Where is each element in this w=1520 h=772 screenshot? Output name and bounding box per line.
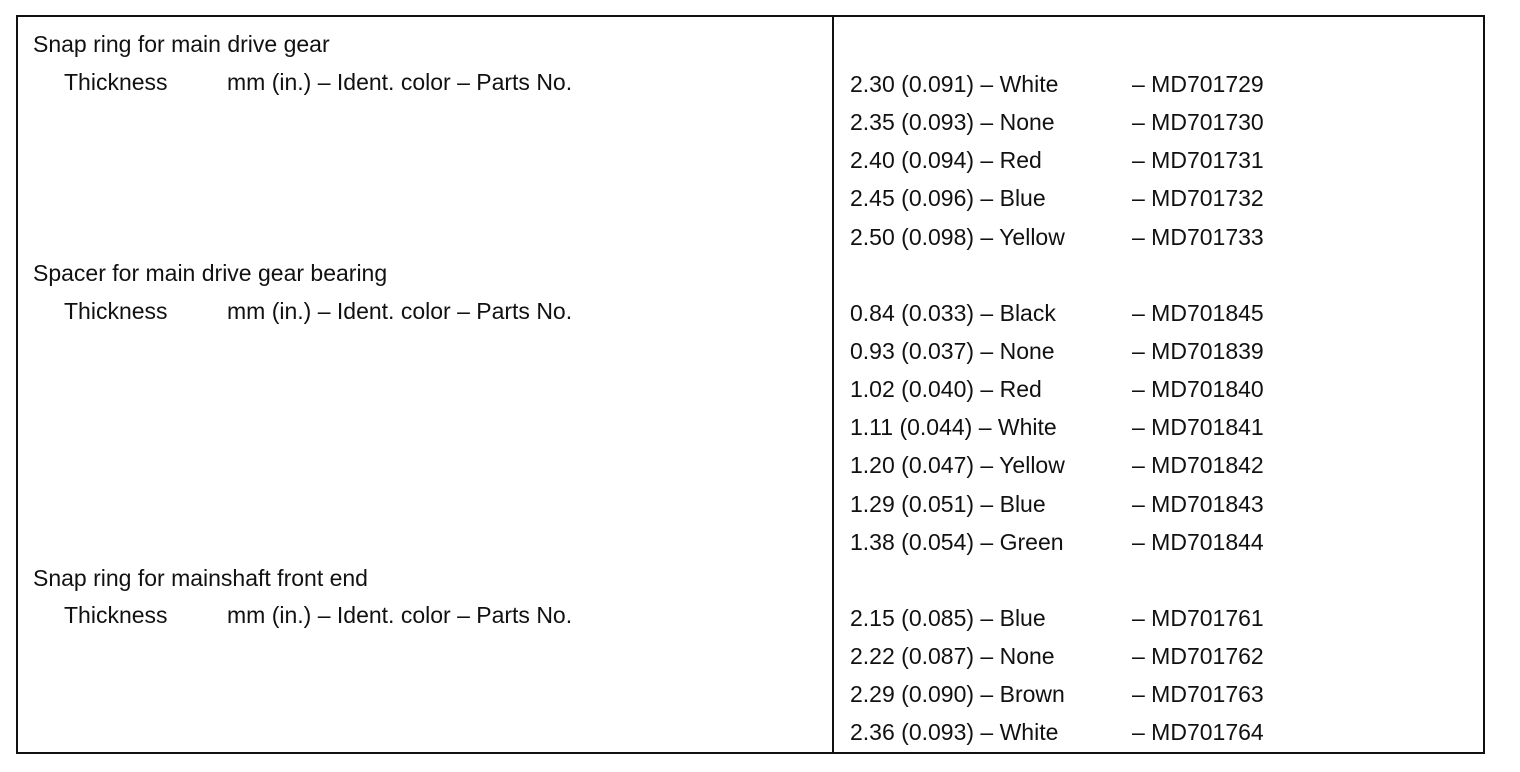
part-number: – MD701844 bbox=[1132, 529, 1264, 555]
part-number: – MD701843 bbox=[1132, 491, 1264, 517]
part-number: – MD701730 bbox=[1132, 109, 1264, 135]
spec-value: 1.11 (0.044) – White bbox=[850, 414, 1057, 440]
units-label: mm (in.) – Ident. color – Parts No. bbox=[227, 602, 573, 628]
thickness-label: Thickness bbox=[64, 69, 168, 95]
thickness-label: Thickness bbox=[64, 602, 168, 628]
spec-value: 2.40 (0.094) – Red bbox=[850, 147, 1042, 173]
part-number: – MD701764 bbox=[1132, 719, 1264, 745]
spec-value: 2.50 (0.098) – Yellow bbox=[850, 224, 1065, 250]
spec-value: 2.29 (0.090) – Brown bbox=[850, 681, 1065, 707]
part-number: – MD701839 bbox=[1132, 338, 1264, 364]
part-number: – MD701842 bbox=[1132, 452, 1264, 478]
spec-value: 1.29 (0.051) – Blue bbox=[850, 491, 1046, 517]
part-number: – MD701733 bbox=[1132, 224, 1264, 250]
spec-value: 1.20 (0.047) – Yellow bbox=[850, 452, 1065, 478]
spec-value: 0.93 (0.037) – None bbox=[850, 338, 1055, 364]
section-title: Snap ring for main drive gear bbox=[33, 31, 330, 57]
column-divider bbox=[832, 15, 834, 754]
part-number: – MD701841 bbox=[1132, 414, 1264, 440]
spec-value: 0.84 (0.033) – Black bbox=[850, 300, 1056, 326]
section-title: Spacer for main drive gear bearing bbox=[33, 260, 388, 286]
spec-value: 1.02 (0.040) – Red bbox=[850, 376, 1042, 402]
spec-value: 2.30 (0.091) – White bbox=[850, 71, 1059, 97]
thickness-label: Thickness bbox=[64, 298, 168, 324]
part-number: – MD701845 bbox=[1132, 300, 1264, 326]
spec-value: 2.15 (0.085) – Blue bbox=[850, 605, 1046, 631]
part-number: – MD701732 bbox=[1132, 185, 1264, 211]
part-number: – MD701762 bbox=[1132, 643, 1264, 669]
part-number: – MD701729 bbox=[1132, 71, 1264, 97]
units-label: mm (in.) – Ident. color – Parts No. bbox=[227, 69, 573, 95]
table-border bbox=[16, 15, 1485, 754]
spec-value: 2.45 (0.096) – Blue bbox=[850, 185, 1046, 211]
part-number: – MD701731 bbox=[1132, 147, 1264, 173]
part-number: – MD701761 bbox=[1132, 605, 1264, 631]
spec-value: 1.38 (0.054) – Green bbox=[850, 529, 1064, 555]
units-label: mm (in.) – Ident. color – Parts No. bbox=[227, 298, 573, 324]
spec-value: 2.36 (0.093) – White bbox=[850, 719, 1059, 745]
part-number: – MD701763 bbox=[1132, 681, 1264, 707]
spec-value: 2.35 (0.093) – None bbox=[850, 109, 1055, 135]
section-title: Snap ring for mainshaft front end bbox=[33, 565, 368, 591]
part-number: – MD701840 bbox=[1132, 376, 1264, 402]
spec-value: 2.22 (0.087) – None bbox=[850, 643, 1055, 669]
